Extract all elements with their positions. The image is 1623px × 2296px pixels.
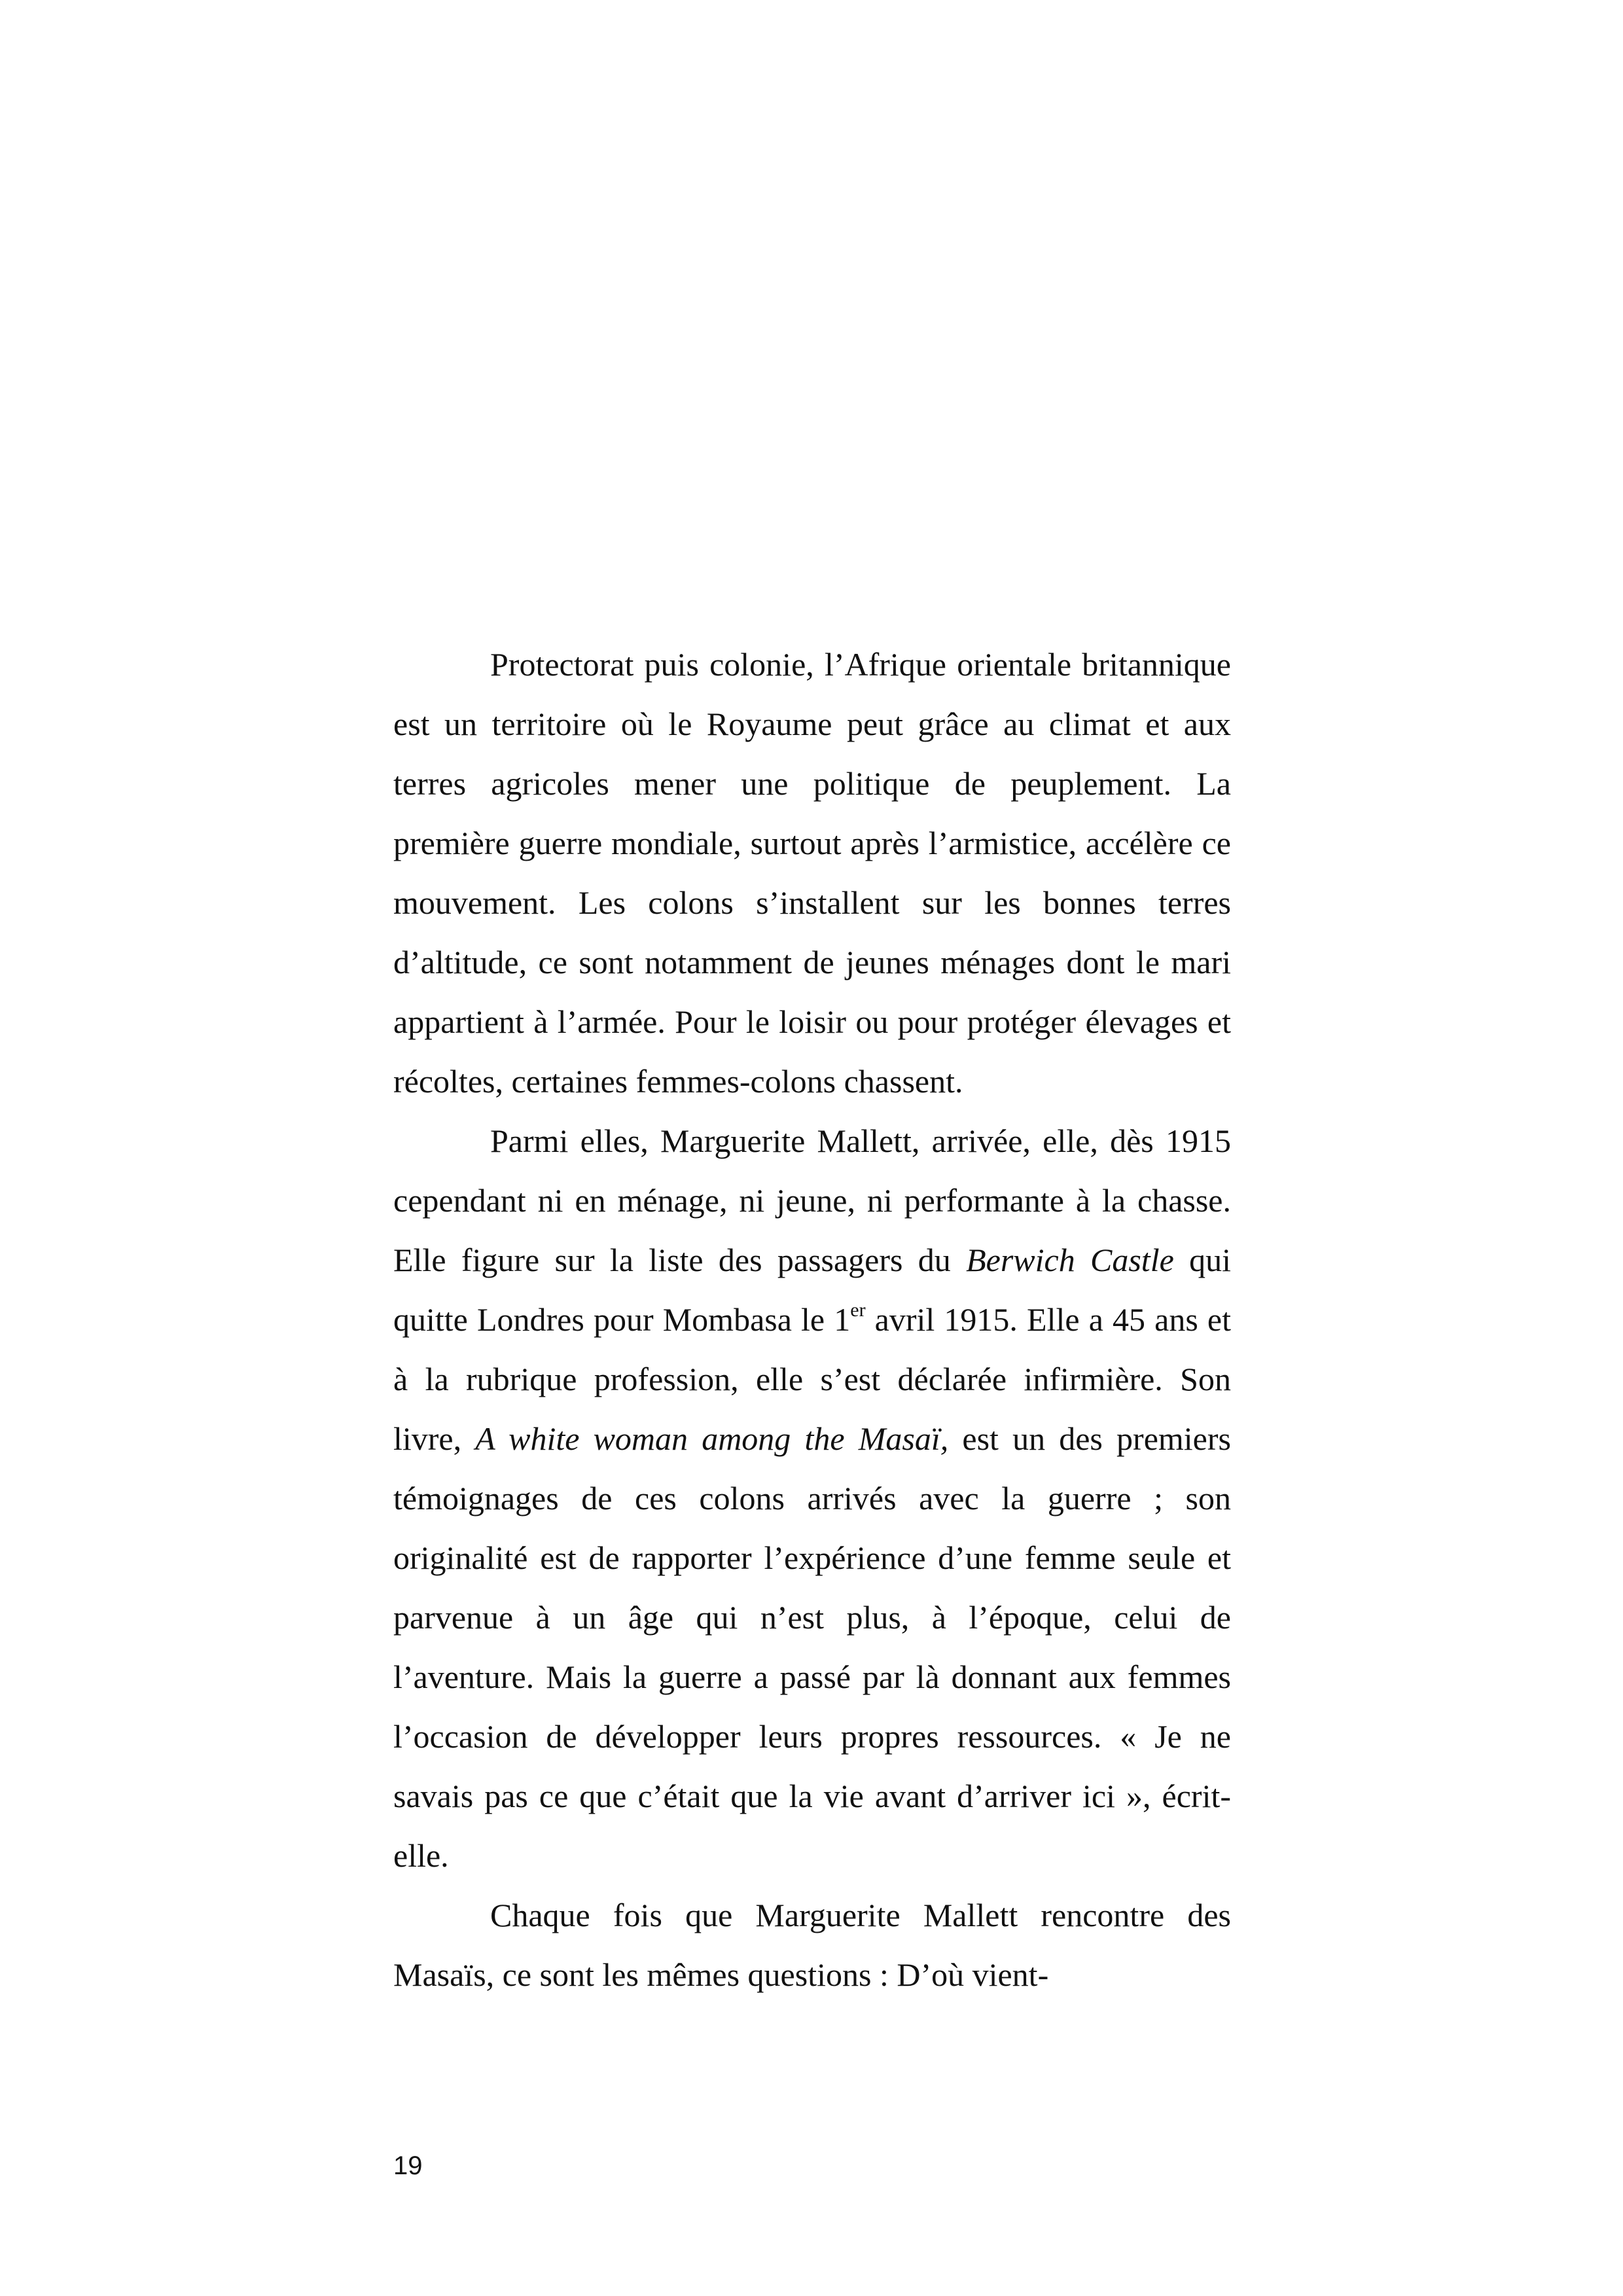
paragraph-2-text-part-2: qui quitte Londres pour Mombasa le 1: [393, 1242, 1231, 1338]
paragraph-1: [393, 635, 1231, 1111]
paragraph-2-text-part-1: Parmi elles, Marguerite Mallett, arrivée, elle, dès 1915 cependant ni en ménage, ni jeune, ni performante à la chasse. Elle figure sur la liste des passagers du: [393, 1122, 1231, 1278]
paragraph-2-text-part-3: avril 1915. Elle a 45 ans et à la rubrique profession, elle s’est déclarée infirmière. Son livre,: [393, 1301, 1231, 1457]
ordinal-superscript: er: [850, 1299, 866, 1321]
paragraph-2-text-part-4: est un des premiers témoignages de ces colons arrivés avec la guerre ; son originalité est de rapporter l’expérience d’une femme seule et parvenue à un âge qui n’est plus, à l’époque, celui de l’aventure. Mais la guerre a passé par là donnant aux femmes l’occasion de développer leurs propres ressources. « Je ne savais pas ce que c’était que la vie avant d’arriver ici », écrit-elle.: [393, 1420, 1231, 1874]
paragraph-2: [393, 1111, 1231, 1886]
body-text: [393, 635, 1231, 2005]
book-title-italic: A white woman among the Masaï,: [475, 1420, 949, 1457]
page-number: 19: [393, 2151, 423, 2180]
paragraph-1-text: Protectorat puis colonie, l’Afrique orientale britannique est un territoire où le Royaume peut grâce au climat et aux terres agricoles mener une politique de peuplement. La première guerre mondiale, surtout après l’armistice, accélère ce mouvement. Les colons s’installent sur les bonnes terres d’altitude, ce sont notamment de jeunes ménages dont le mari appartient à l’armée. Pour le loisir ou pour protéger élevages et récoltes, certaines femmes-colons chassent.: [393, 646, 1231, 1100]
ship-name-italic: Berwich Castle: [966, 1242, 1174, 1278]
paragraph-3: [393, 1886, 1231, 2005]
paragraph-3-text: Chaque fois que Marguerite Mallett rencontre des Masaïs, ce sont les mêmes questions : D’où vient-: [393, 1897, 1231, 1993]
